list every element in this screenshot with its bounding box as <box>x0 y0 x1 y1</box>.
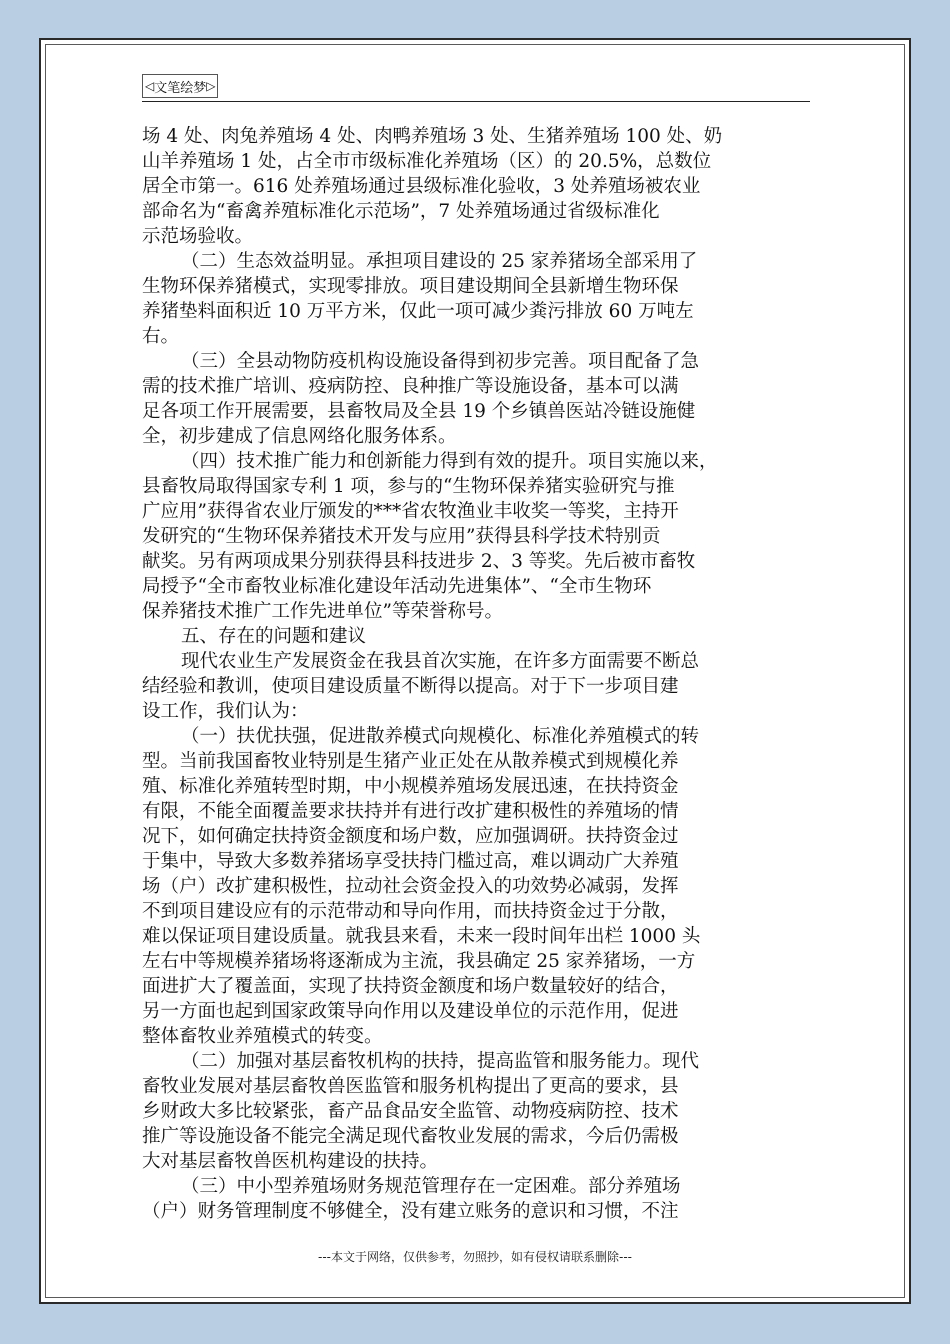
text-line: 于集中，导致大多数养猪场享受扶持门槛过高，难以调动广大养殖 <box>142 851 679 872</box>
header-tag <box>142 74 218 98</box>
text-line: 现代农业生产发展资金在我县首次实施，在许多方面需要不断总 <box>181 651 700 672</box>
text-line: 发研究的“生物环保养猪技术开发与应用”获得县科学技术特别贡 <box>142 526 661 547</box>
text-line: 场（户）改扩建积极性，拉动社会资金投入的功效势必减弱，发挥 <box>142 876 679 897</box>
document-body <box>142 124 810 1224</box>
text-line: 县畜牧局取得国家专利 1 项，参与的“生物环保养猪实验研究与推 <box>142 476 675 497</box>
text-line: 部命名为“畜禽养殖标准化示范场”，7 处养殖场通过省级标准化 <box>142 201 660 222</box>
text-line: 难以保证项目建设质量。就我县来看，未来一段时间年出栏 1000 头 <box>142 926 701 947</box>
text-line: 整体畜牧业养殖模式的转变。 <box>142 1026 383 1047</box>
text-line: （户）财务管理制度不够健全，没有建立账务的意识和习惯，不注 <box>142 1201 679 1222</box>
text-line: （二）加强对基层畜牧机构的扶持，提高监管和服务能力。现代 <box>181 1051 700 1072</box>
text-line: 况下，如何确定扶持资金额度和场户数，应加强调研。扶持资金过 <box>142 826 679 847</box>
text-line: 设工作，我们认为： <box>142 701 309 722</box>
text-line: （三）全县动物防疫机构设施设备得到初步完善。项目配备了急 <box>181 351 700 372</box>
header-title: 文笔绘梦 <box>154 80 207 96</box>
text-line: 场 4 处、肉兔养殖场 4 处、肉鸭养殖场 3 处、生猪养殖场 100 处、奶 <box>142 126 723 147</box>
text-line: 型。当前我国畜牧业特别是生猪产业正处在从散养模式到规模化养 <box>142 751 679 772</box>
text-line: 右。 <box>142 326 180 347</box>
text-line: 不到项目建设应有的示范带动和导向作用，而扶持资金过于分散， <box>142 901 679 922</box>
text-line: 结经验和教训，使项目建设质量不断得以提高。对于下一步项目建 <box>142 676 679 697</box>
text-line: （三）中小型养殖场财务规范管理存在一定困难。部分养殖场 <box>181 1176 681 1197</box>
text-line: 乡财政大多比较紧张，畜产品食品安全监管、动物疫病防控、技术 <box>142 1101 679 1122</box>
right-triangle-icon: ▷ <box>206 79 216 93</box>
text-line: 局授予“全市畜牧业标准化建设年活动先进集体”、“全市生物环 <box>142 576 652 597</box>
text-line: 左右中等规模养猪场将逐渐成为主流，我县确定 25 家养猪场，一方 <box>142 951 696 972</box>
text-line: 居全市第一。616 处养殖场通过县级标准化验收，3 处养殖场被农业 <box>142 176 701 197</box>
text-line: 养猪垫料面积近 10 万平方米，仅此一项可减少粪污排放 60 万吨左 <box>142 301 694 322</box>
text-line: 畜牧业发展对基层畜牧兽医监管和服务机构提出了更高的要求，县 <box>142 1076 679 1097</box>
text-line: 有限，不能全面覆盖要求扶持并有进行改扩建积极性的养殖场的情 <box>142 801 679 822</box>
text-line: 面进扩大了覆盖面，实现了扶持资金额度和场户数量较好的结合， <box>142 976 679 997</box>
text-line: 广应用”获得省农业厅颁发的***省农牧渔业丰收奖一等奖，主持开 <box>142 501 679 522</box>
footer-disclaimer: ---本文于网络，仅供参考，勿照抄，如有侵权请联系删除--- <box>318 1250 632 1264</box>
text-line: 示范场验收。 <box>142 226 254 247</box>
document-page <box>39 38 911 1304</box>
page-header <box>142 74 810 102</box>
text-line: （一）扶优扶强，促进散养模式向规模化、标准化养殖模式的转 <box>181 726 700 747</box>
text-line: 另一方面也起到国家政策导向作用以及建设单位的示范作用，促进 <box>142 1001 679 1022</box>
text-line: 殖、标准化养殖转型时期，中小规模养殖场发展迅速，在扶持资金 <box>142 776 679 797</box>
text-line: 五、存在的问题和建议 <box>181 626 367 647</box>
text-line: 足各项工作开展需要，县畜牧局及全县 19 个乡镇兽医站冷链设施健 <box>142 401 696 422</box>
text-line: 保养猪技术推广工作先进单位”等荣誉称号。 <box>142 601 503 622</box>
left-triangle-icon: ◁ <box>145 79 155 93</box>
text-line: 推广等设施设备不能完全满足现代畜牧业发展的需求，今后仍需极 <box>142 1126 679 1147</box>
text-line: 全，初步建成了信息网络化服务体系。 <box>142 426 457 447</box>
text-line: （四）技术推广能力和创新能力得到有效的提升。项目实施以来， <box>181 451 718 472</box>
text-line: 大对基层畜牧兽医机构建设的扶持。 <box>142 1151 439 1172</box>
text-line: 山羊养殖场 1 处，占全市市级标准化养殖场（区）的 20.5%，总数位 <box>142 151 712 172</box>
text-line: （二）生态效益明显。承担项目建设的 25 家养猪场全部采用了 <box>181 251 698 272</box>
text-line: 生物环保养猪模式，实现零排放。项目建设期间全县新增生物环保 <box>142 276 679 297</box>
text-line: 需的技术推广培训、疫病防控、良种推广等设施设备，基本可以满 <box>142 376 679 397</box>
text-line: 献奖。另有两项成果分别获得县科技进步 2、3 等奖。先后被市畜牧 <box>142 551 696 572</box>
